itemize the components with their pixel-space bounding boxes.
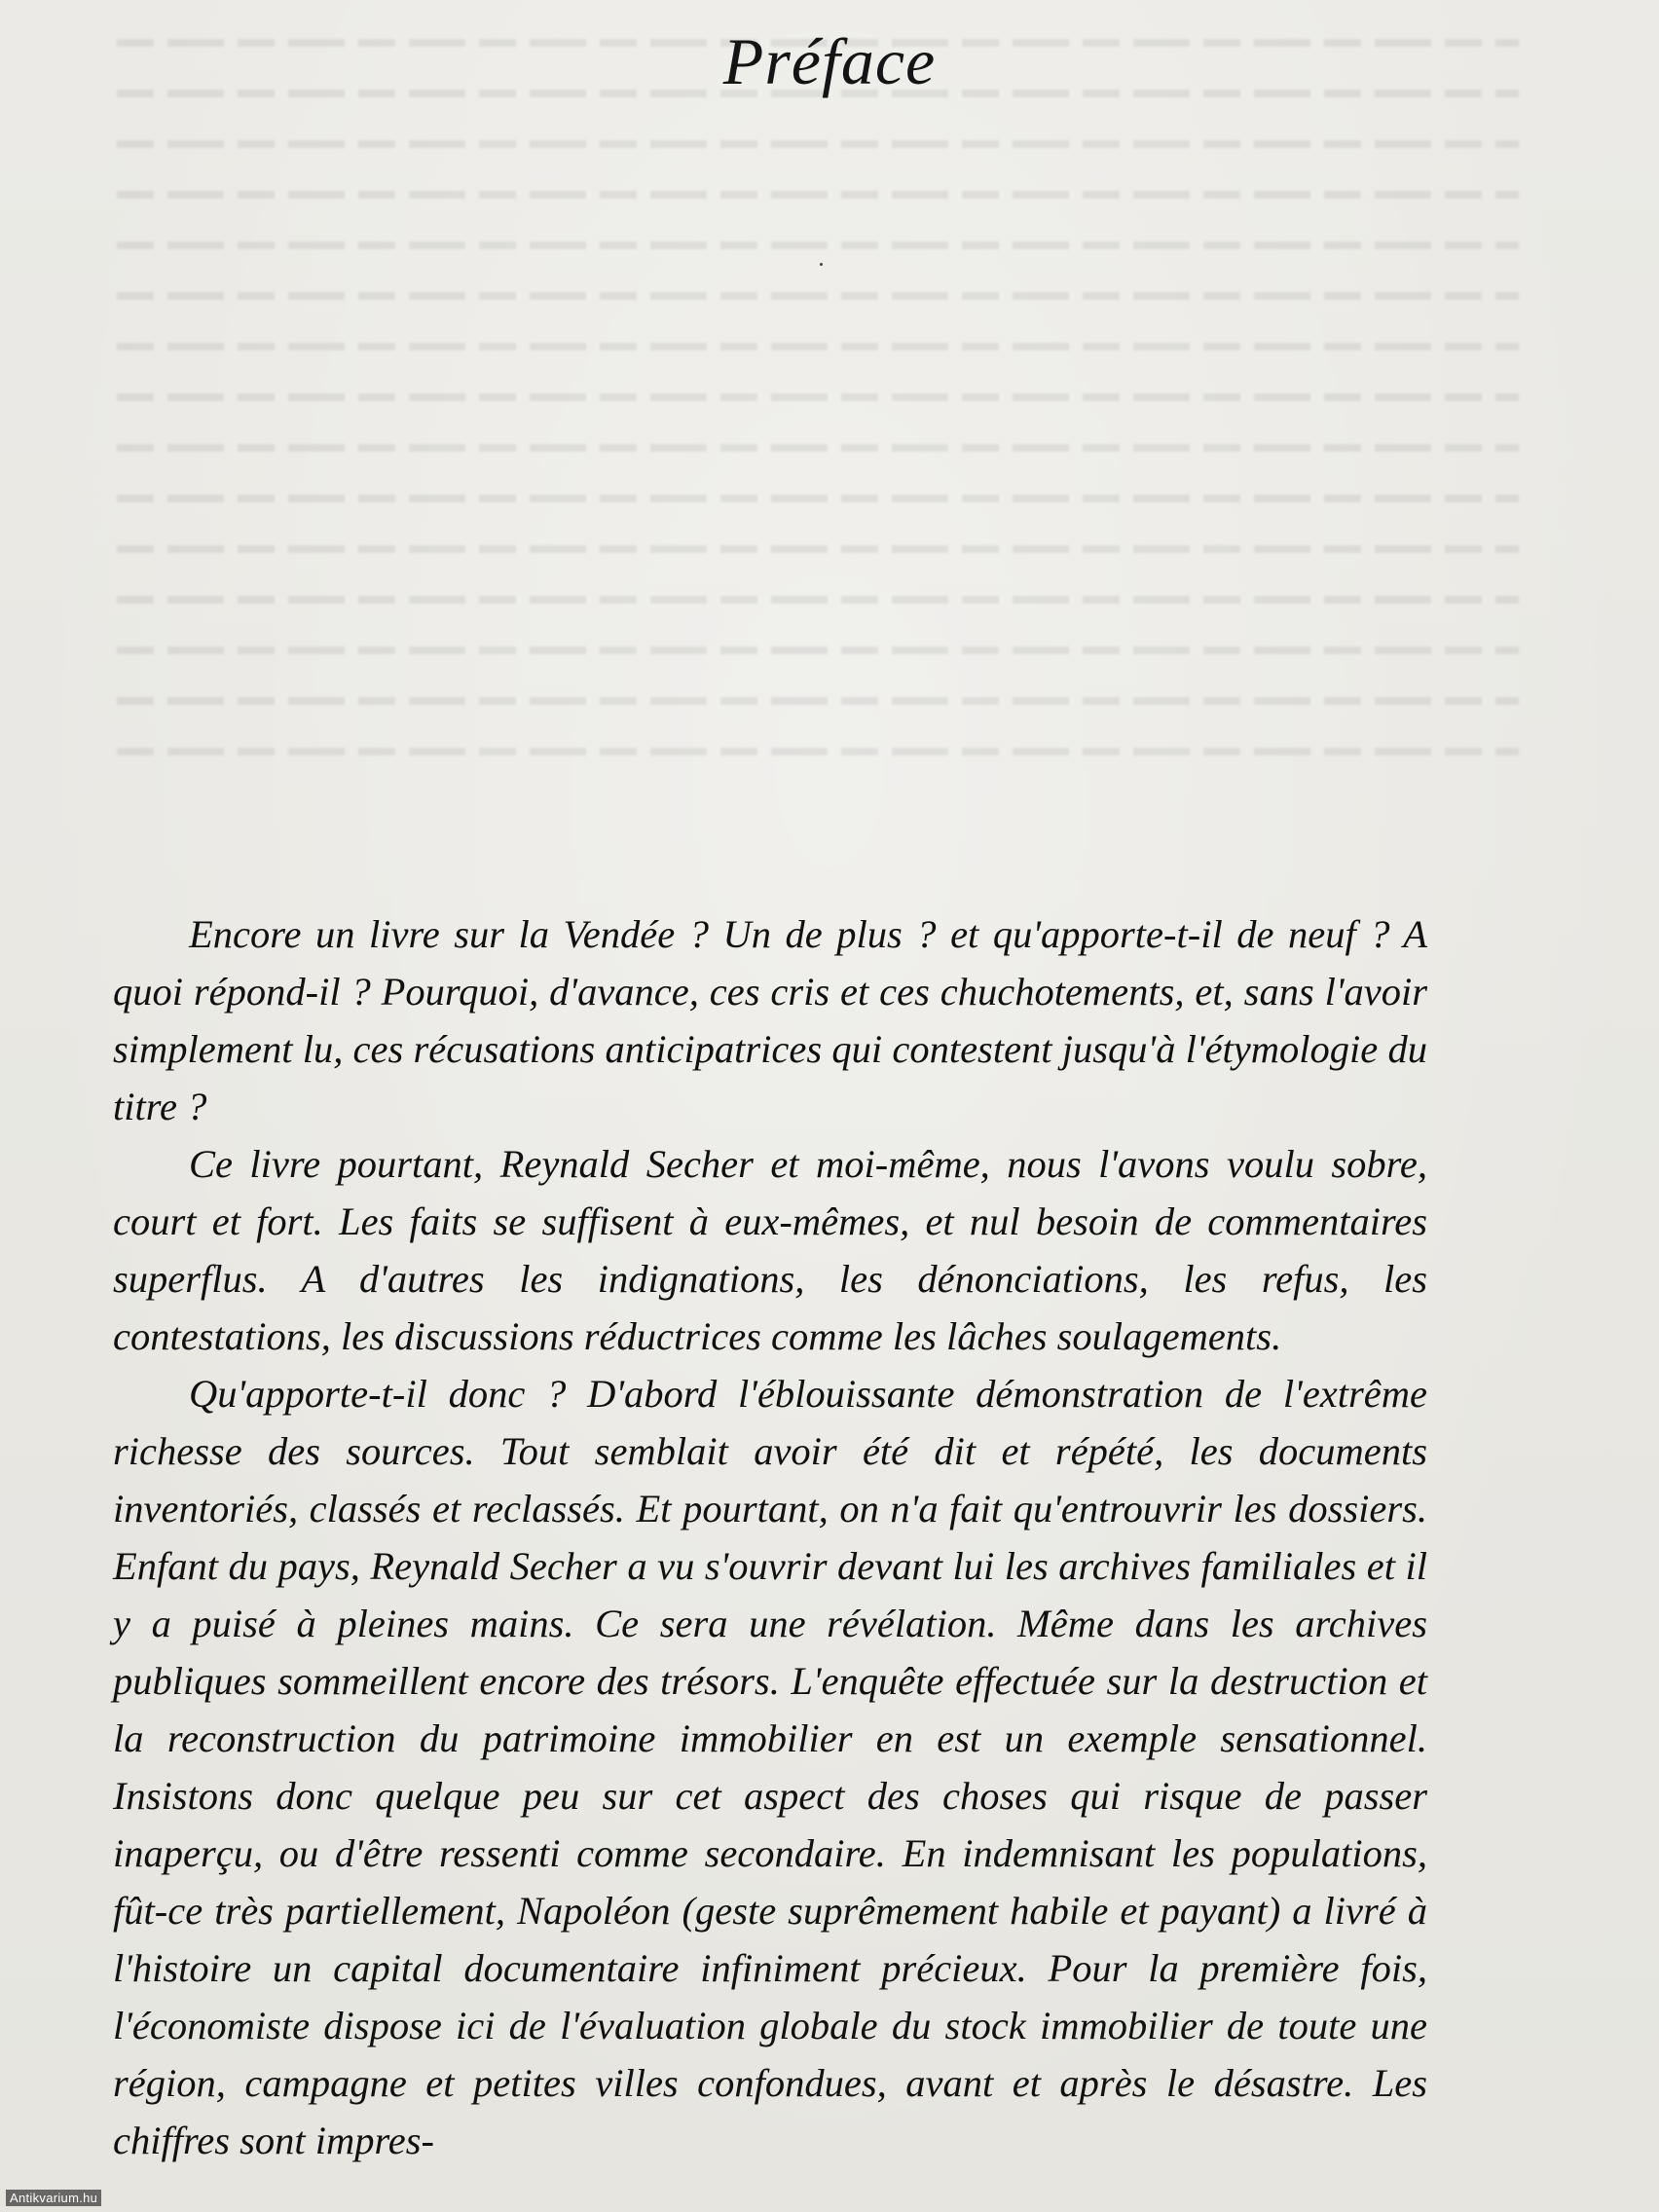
- ornament-dot: [820, 263, 823, 266]
- paragraph: Encore un livre sur la Vendée ? Un de plus ? et qu'apporte-t-il de neuf ? A quoi répond-il ? Pourquoi, d'avance, ces cris et ces chuchotements, et, sans l'avoir simplement lu, ces récusations anticipatrices qui contestent jusqu'à l'étymologie du titre ?: [113, 912, 1427, 1128]
- paragraph: Ce livre pourtant, Reynald Secher et moi-même, nous l'avons voulu sobre, court et fort. Les faits se suffisent à eux-mêmes, et nul besoin de commentaires superflus. A d'autres les indignations, les dénonciations, les refus, les contestations, les discussions réductrices comme les lâches soulagements.: [113, 1142, 1427, 1358]
- page-title: Préface: [722, 24, 937, 98]
- body-text: [113, 905, 1427, 2169]
- paragraph: Qu'apporte-t-il donc ? D'abord l'éblouissante démonstration de l'extrême richesse des sources. Tout semblait avoir été dit et répété, les documents inventoriés, classés et reclassés. Et pourtant, on n'a fait qu'entrouvrir les dossiers. Enfant du pays, Reynald Secher a vu s'ouvrir devant lui les archives familiales et il y a puisé à pleines mains. Ce sera une révélation. Même dans les archives publiques sommeillent encore des trésors. L'enquête effectuée sur la destruction et la reconstruction du patrimoine immobilier en est un exemple sensationnel. Insistons donc quelque peu sur cet aspect des choses qui risque de passer inaperçu, ou d'être ressenti comme secondaire. En indemnisant les populations, fût-ce très partiellement, Napoléon (geste suprêmement habile et payant) a livré à l'histoire un capital documentaire infiniment précieux. Pour la première fois, l'économiste dispose ici de l'évaluation globale du stock immobilier de toute une région, campagne et petites villes confondues, avant et après le désastre. Les chiffres sont impres-: [113, 1372, 1427, 2162]
- show-through-text: [117, 39, 1519, 876]
- watermark: Antikvarium.hu: [6, 2190, 101, 2206]
